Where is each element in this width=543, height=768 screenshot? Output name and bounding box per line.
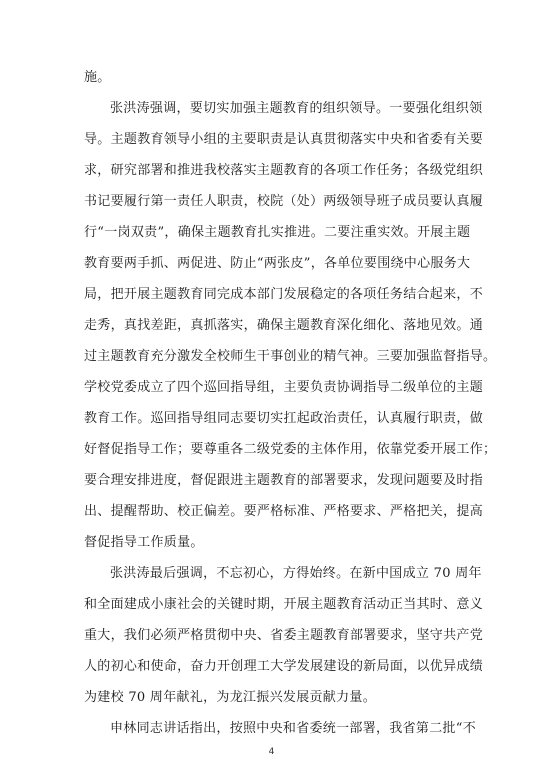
text-line: 走秀，真找差距，真抓落实，确保主题教育深化细化、落地见效。通	[84, 318, 484, 333]
paragraph-first-line: 张洪涛强调，要切实加强主题教育的组织领导。一要强化组织领	[110, 101, 483, 116]
paragraph-first-line: 申林同志讲话指出，按照中央和省委统一部署，我省第二批“不	[110, 721, 477, 736]
text-line: 书记要履行第一责任人职责，校院（处）两级领导班子成员要认真履	[84, 194, 484, 209]
text-line: 出、提醒帮助、校正偏差。要严格标准、严格要求、严格把关，提高	[84, 504, 484, 519]
text-line: 好督促指导工作；要尊重各二级党委的主体作用，依靠党委开展工作；	[84, 442, 497, 457]
text-line: 重大，我们必须严格贯彻中央、省委主题教育部署要求，坚守共产党	[84, 628, 484, 643]
text-line: 导。主题教育领导小组的主要职责是认真贯彻落实中央和省委有关要	[84, 132, 484, 147]
text-line: 求，研究部署和推进我校落实主题教育的各项工作任务；各级党组织	[84, 163, 484, 178]
text-line: 人的初心和使命，奋力开创理工大学发展建设的新局面，以优异成绩	[84, 659, 484, 674]
text-line: 过主题教育充分激发全校师生干事创业的精气神。三要加强监督指导。	[84, 349, 497, 364]
text-line: 行“一岗双责”，确保主题教育扎实推进。二要注重实效。开展主题	[84, 225, 471, 240]
text-line: 教育工作。巡回指导组同志要切实扛起政治责任，认真履行职责，做	[84, 411, 484, 426]
text-line: 教育要两手抓、两促进、防止“两张皮”，各单位要围绕中心服务大	[84, 256, 471, 271]
text-line: 为建校 70 周年献礼，为龙江振兴发展贡献力量。	[84, 690, 377, 705]
text-line: 督促指导工作质量。	[84, 535, 204, 550]
paragraph-first-line: 张洪涛最后强调，不忘初心，方得始终。在新中国成立 70 周年	[110, 566, 482, 581]
text-line: 局，把开展主题教育同完成本部门发展稳定的各项任务结合起来，不	[84, 287, 484, 302]
text-line: 要合理安排进度，督促跟进主题教育的部署要求，发现问题要及时指	[84, 473, 484, 488]
text-line: 学校党委成立了四个巡回指导组，主要负责协调指导二级单位的主题	[84, 380, 484, 395]
page-number: 4	[268, 747, 275, 757]
text-line: 施。	[84, 70, 111, 85]
text-line: 和全面建成小康社会的关键时期，开展主题教育活动正当其时、意义	[84, 597, 484, 612]
